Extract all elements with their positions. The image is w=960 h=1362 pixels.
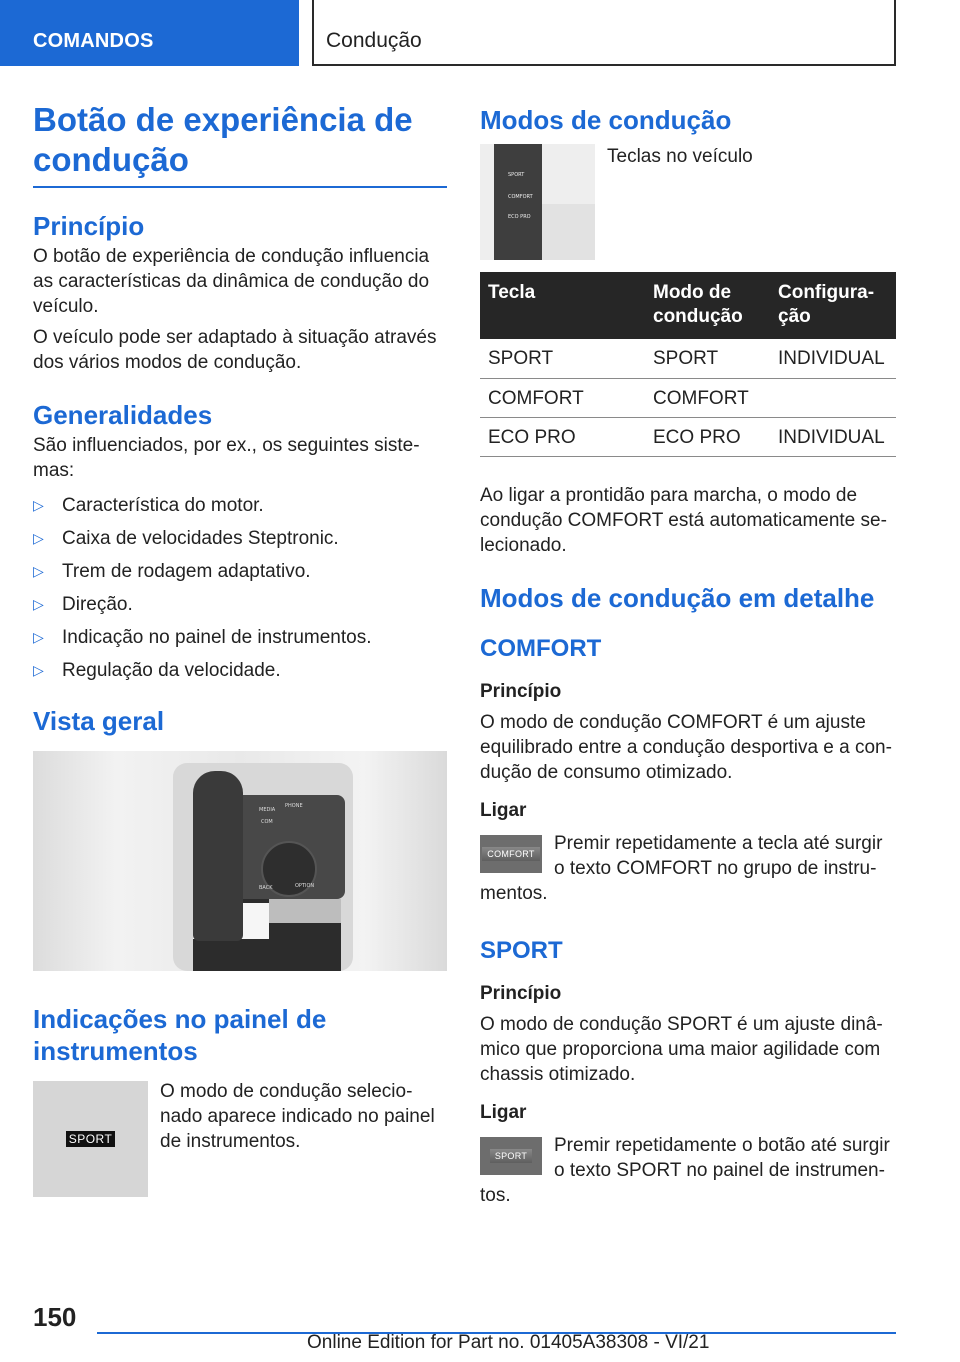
table-cell: COMFORT — [645, 378, 770, 417]
list-item: ▷ Regulação da velocidade. — [33, 660, 281, 681]
gear-selector-image — [33, 751, 447, 971]
triangle-right-icon: ▷ — [33, 596, 44, 612]
image-label-phone: PHONE — [285, 803, 303, 809]
table-cell: SPORT — [480, 339, 645, 378]
indications-text: O modo de condução selecio-nado aparece indicado no painel de instrumentos. — [160, 1081, 435, 1152]
triangle-right-icon: ▷ — [33, 629, 44, 645]
indications-block — [33, 1081, 447, 1197]
left-column — [33, 100, 447, 1197]
title-block — [33, 100, 447, 188]
comfort-button-image — [480, 835, 542, 873]
list-item: ▷ Característica do motor. — [33, 495, 264, 516]
table-row — [480, 417, 896, 456]
comfort-principle-text: O modo de condução COMFORT é um ajuste equilibrado entre a condução desportiva e a con-dução de consumo otimizado. — [480, 711, 892, 783]
sport-on-text: Premir repetidamente o botão até surgir o texto SPORT no painel de instrumen-tos. — [480, 1134, 890, 1206]
column-header: Modo de condução — [645, 272, 770, 339]
mode-keys-image — [480, 144, 595, 260]
section-title: COMANDOS — [33, 30, 154, 52]
general-heading: Generalidades — [33, 400, 213, 430]
key-label-comfort: COMFORT — [508, 194, 533, 200]
triangle-right-icon: ▷ — [33, 662, 44, 678]
sport-on-heading: Ligar — [480, 1101, 527, 1123]
sport-on-block — [480, 1133, 896, 1208]
sport-principle-text: O modo de condução SPORT é um ajuste dinâ-mico que proporciona uma maior agilidade com chassis otimizado. — [480, 1013, 883, 1085]
triangle-right-icon: ▷ — [33, 530, 44, 546]
comfort-button-label: COMFORT — [482, 847, 539, 861]
column-header: Tecla — [480, 272, 645, 339]
table-row — [480, 339, 896, 378]
comfort-on-heading: Ligar — [480, 799, 527, 821]
sport-button-label: SPORT — [490, 1149, 532, 1163]
influence-list — [33, 493, 447, 683]
keys-strip-shape — [494, 144, 542, 260]
default-mode-note: Ao ligar a prontidão para marcha, o modo de condução COMFORT está automaticamente se-lecionado. — [480, 484, 887, 556]
comfort-on-text: Premir repetidamente a tecla até surgir o texto COMFORT no grupo de instru-mentos. — [480, 832, 883, 904]
list-item: ▷ Indicação no painel de instrumentos. — [33, 627, 372, 648]
chapter-tab — [312, 0, 896, 66]
triangle-right-icon: ▷ — [33, 497, 44, 513]
page-title: Botão de experiência de condução — [33, 101, 413, 178]
list-item: ▷ Direção. — [33, 594, 133, 615]
comfort-principle-heading: Princípio — [480, 680, 562, 702]
list-item: ▷ Caixa de velocidades Steptronic. — [33, 528, 339, 549]
principle-paragraph: O botão de experiência de condução influencia as características da dinâmica de condução do veículo. — [33, 246, 430, 317]
list-item: ▷ Trem de rodagem adaptativo. — [33, 561, 311, 582]
table-row — [480, 378, 896, 417]
gear-lever-shape — [193, 771, 243, 941]
sport-button-image — [480, 1137, 542, 1175]
image-label-back: BACK — [259, 885, 273, 891]
comfort-on-block — [480, 831, 896, 906]
table-cell — [770, 378, 896, 417]
sport-heading: SPORT — [480, 936, 563, 964]
column-header: Configura-ção — [770, 272, 896, 339]
modes-heading: Modos de condução — [480, 105, 732, 135]
footer-edition: Online Edition for Part no. 01405A38308 - VI/21 — [307, 1332, 710, 1353]
principle-heading: Princípio — [33, 211, 145, 241]
general-intro: São influenciados, por ex., os seguintes siste-mas: — [33, 435, 420, 481]
modes-caption: Teclas no veículo — [607, 146, 753, 167]
page-number: 150 — [33, 1302, 77, 1332]
table-cell: ECO PRO — [480, 417, 645, 456]
modes-intro — [480, 144, 896, 260]
table-cell: SPORT — [645, 339, 770, 378]
comfort-heading: COMFORT — [480, 634, 602, 662]
key-label-eco-pro: ECO PRO — [508, 214, 531, 220]
console-recess-shape — [269, 899, 341, 923]
image-label-com: COM — [261, 819, 273, 825]
table-cell: INDIVIDUAL — [770, 339, 896, 378]
table-cell: ECO PRO — [645, 417, 770, 456]
keys-surface-shape — [542, 204, 595, 260]
table-cell: COMFORT — [480, 378, 645, 417]
image-label-option: OPTION — [295, 883, 315, 889]
details-heading: Modos de condução em detalhe — [480, 582, 875, 613]
sport-badge: SPORT — [66, 1131, 116, 1147]
image-label-media: MEDIA — [259, 807, 276, 813]
key-label-sport: SPORT — [508, 172, 525, 178]
section-tab — [0, 0, 299, 66]
triangle-right-icon: ▷ — [33, 563, 44, 579]
right-column — [480, 100, 896, 1208]
instrument-cluster-image — [33, 1081, 148, 1197]
principle-paragraph: O veículo pode ser adaptado à situação através dos vários modos de condução. — [33, 327, 437, 373]
overview-heading: Vista geral — [33, 706, 165, 736]
table-header-row — [480, 272, 896, 339]
modes-table — [480, 272, 896, 457]
table-cell: INDIVIDUAL — [770, 417, 896, 456]
sport-principle-heading: Princípio — [480, 982, 562, 1004]
chapter-title: Condução — [326, 29, 422, 52]
indications-heading: Indicações no painel de instrumentos — [33, 1004, 327, 1066]
